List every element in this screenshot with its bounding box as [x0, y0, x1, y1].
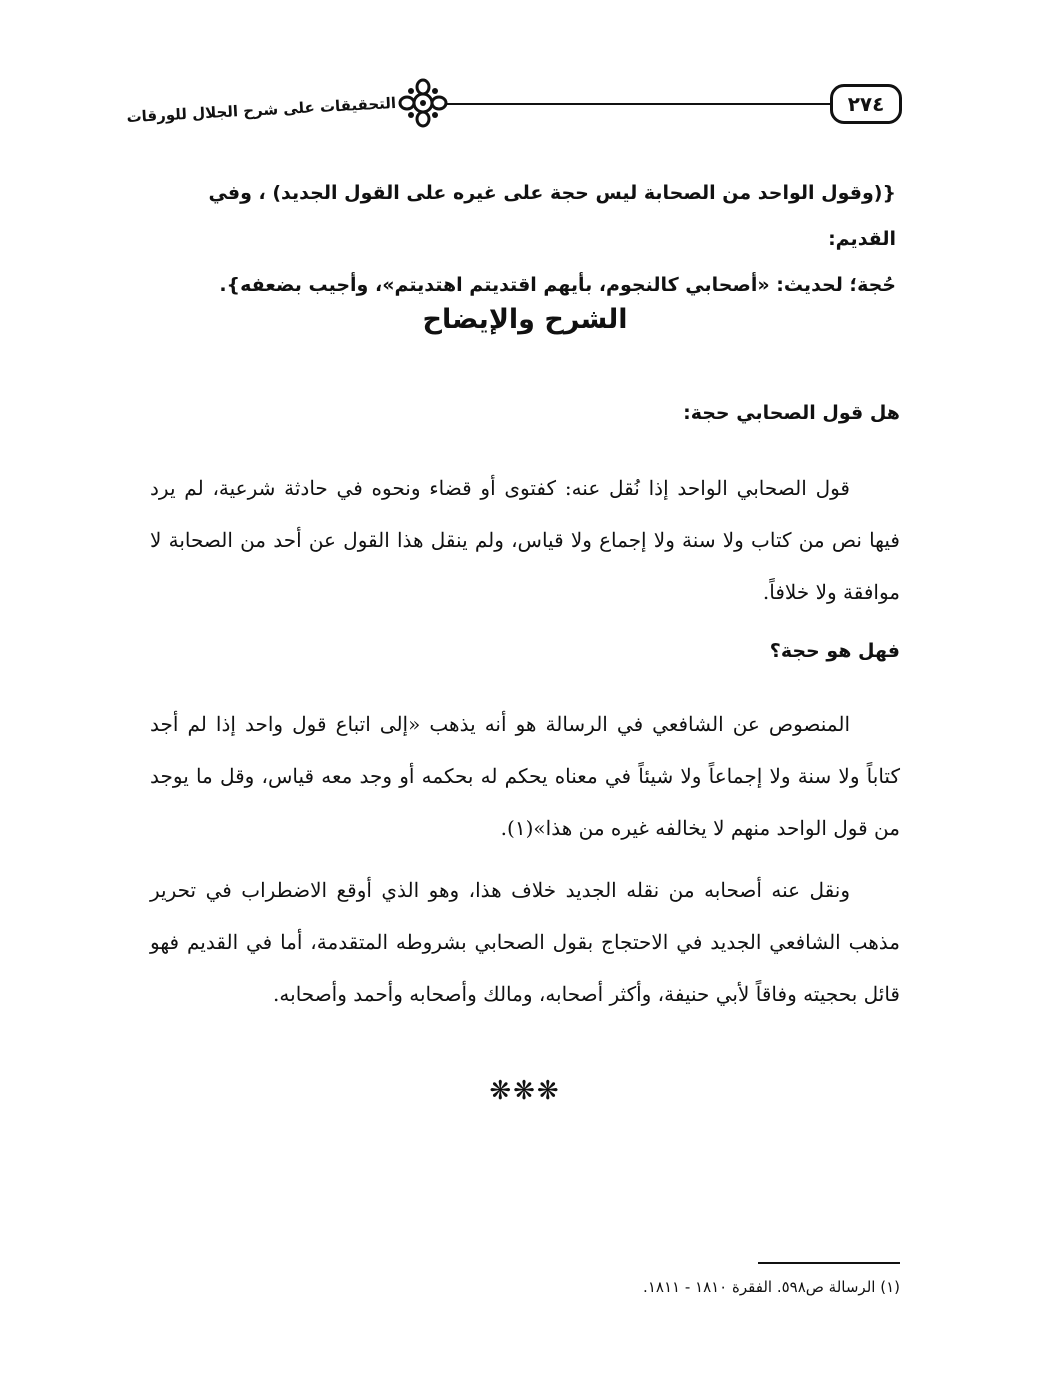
section-title: الشرح والإيضاح [422, 304, 628, 335]
footnote: (١) الرسالة ص٥٩٨. الفقرة ١٨١٠ - ١٨١١. [643, 1278, 900, 1296]
footnote-rule [758, 1262, 900, 1264]
paragraph-1: قول الصحابي الواحد إذا نُقل عنه: كفتوى أو قضاء ونحوه في حادثة شرعية، لم يرد فيها نص من كتاب ولا سنة ولا إجماع ولا قياس، ولم ينقل هذا القول عن أحد من الصحابة لا موافقة ولا خلافاً. [150, 476, 900, 604]
matn-text [196, 170, 896, 308]
paragraph-2: المنصوص عن الشافعي في الرسالة هو أنه يذهب «إلى اتباع قول واحد إذا لم أجد كتاباً ولا سنة ولا إجماعاً ولا شيئاً في معناه يحكم له بحكمه أو وجد معه قياس، وقل ما يوجد من قول الواحد منهم لا يخالفه غيره من هذا»(١). [150, 712, 900, 840]
book-title: التحقيقات على شرح الجلال للورقات [126, 94, 397, 127]
page-header [126, 72, 900, 142]
question-heading-2: فهل هو حجة؟ [769, 640, 900, 662]
matn-line-1: {(وقول الواحد من الصحابة ليس حجة على غيره على القول الجديد) ، وفي القديم: [208, 182, 896, 250]
paragraph-3: ونقل عنه أصحابه من نقله الجديد خلاف هذا، وهو الذي أوقع الاضطراب في تحرير مذهب الشافعي الجديد في الاحتجاج بقول الصحابي بشروطه المتقدمة، أما في القديم فهو قائل بحجيته وفاقاً لأبي حنيفة، وأكثر أصحابه، ومالك وأصحابه وأحمد وأصحابه. [150, 878, 900, 1006]
stars-divider: ❋❋❋ [489, 1076, 561, 1106]
header-rule [446, 103, 830, 105]
page-number: ٢٧٤ [830, 84, 902, 124]
matn-line-2: حُجة؛ لحديث: «أصحابي كالنجوم، بأيهم اقتديتم اهتديتم»، وأجيب بضعفه}. [219, 274, 896, 296]
question-heading-1: هل قول الصحابي حجة: [683, 402, 900, 424]
floral-ornament-icon [398, 78, 448, 128]
